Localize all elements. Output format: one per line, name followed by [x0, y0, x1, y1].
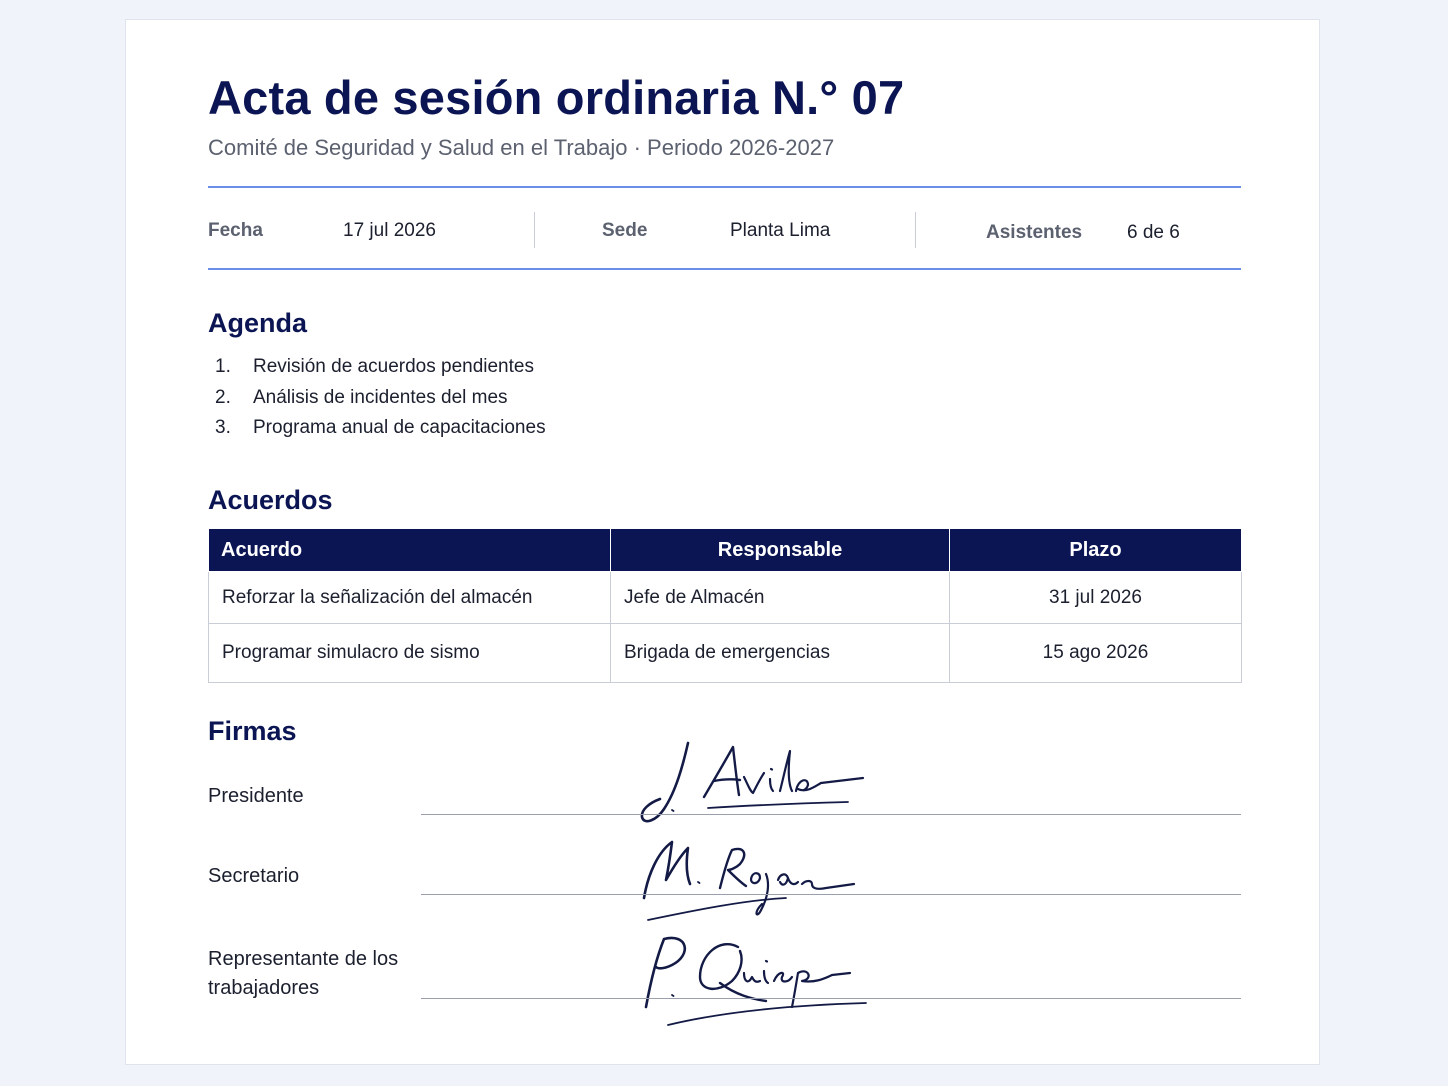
table-row [209, 624, 1242, 683]
plazo-cell: 31 jul 2026 [950, 572, 1242, 624]
page-title: Acta de sesión ordinaria N.° 07 [208, 71, 905, 124]
column-header-plazo: Plazo [950, 529, 1242, 572]
header-divider-top [208, 186, 1241, 188]
signer-role-secretario: Secretario [208, 865, 300, 887]
agenda-list [208, 356, 546, 448]
agenda-heading: Agenda [208, 308, 308, 338]
agenda-item: 1. Revisión de acuerdos pendientes [215, 356, 534, 377]
plazo-cell: 15 ago 2026 [950, 624, 1242, 683]
signature-line [421, 814, 1241, 815]
signer-role-representante: Representante de los trabajadores [208, 948, 399, 999]
signature-presidente [636, 735, 876, 830]
agenda-item: 2. Análisis de incidentes del mes [215, 386, 508, 408]
meta-separator [534, 212, 535, 248]
asistentes-label: Asistentes [986, 222, 1083, 243]
page-subtitle: Comité de Seguridad y Salud en el Trabajo · Periodo 2026-2027 [208, 135, 835, 160]
sede-value: Planta Lima [730, 220, 831, 241]
responsable-cell: Jefe de Almacén [611, 572, 950, 624]
acuerdos-table [208, 528, 1242, 683]
signature-representante [636, 925, 876, 1020]
table-row [209, 572, 1242, 624]
signature-secretario [636, 830, 876, 925]
responsable-cell: Brigada de emergencias [611, 624, 950, 683]
meta-bar [208, 212, 1241, 248]
fecha-label: Fecha [208, 220, 263, 241]
agenda-item: 3. Programa anual de capacitaciones [215, 417, 546, 438]
signature-line [421, 998, 1241, 999]
acuerdos-heading: Acuerdos [208, 485, 333, 515]
column-header-acuerdo: Acuerdo [209, 529, 611, 572]
sede-label: Sede [602, 220, 648, 241]
asistentes-value: 6 de 6 [1127, 222, 1180, 243]
table-header-row [209, 529, 1242, 572]
column-header-responsable: Responsable [611, 529, 950, 572]
fecha-value: 17 jul 2026 [343, 220, 436, 241]
header-divider-bottom [208, 268, 1241, 270]
firmas-heading: Firmas [208, 716, 297, 746]
document-page [125, 19, 1320, 1065]
signer-role-presidente: Presidente [208, 785, 304, 807]
acuerdo-cell: Programar simulacro de sismo [209, 624, 611, 683]
meta-separator [915, 212, 916, 248]
signature-line [421, 894, 1241, 895]
acuerdo-cell: Reforzar la señalización del almacén [209, 572, 611, 624]
